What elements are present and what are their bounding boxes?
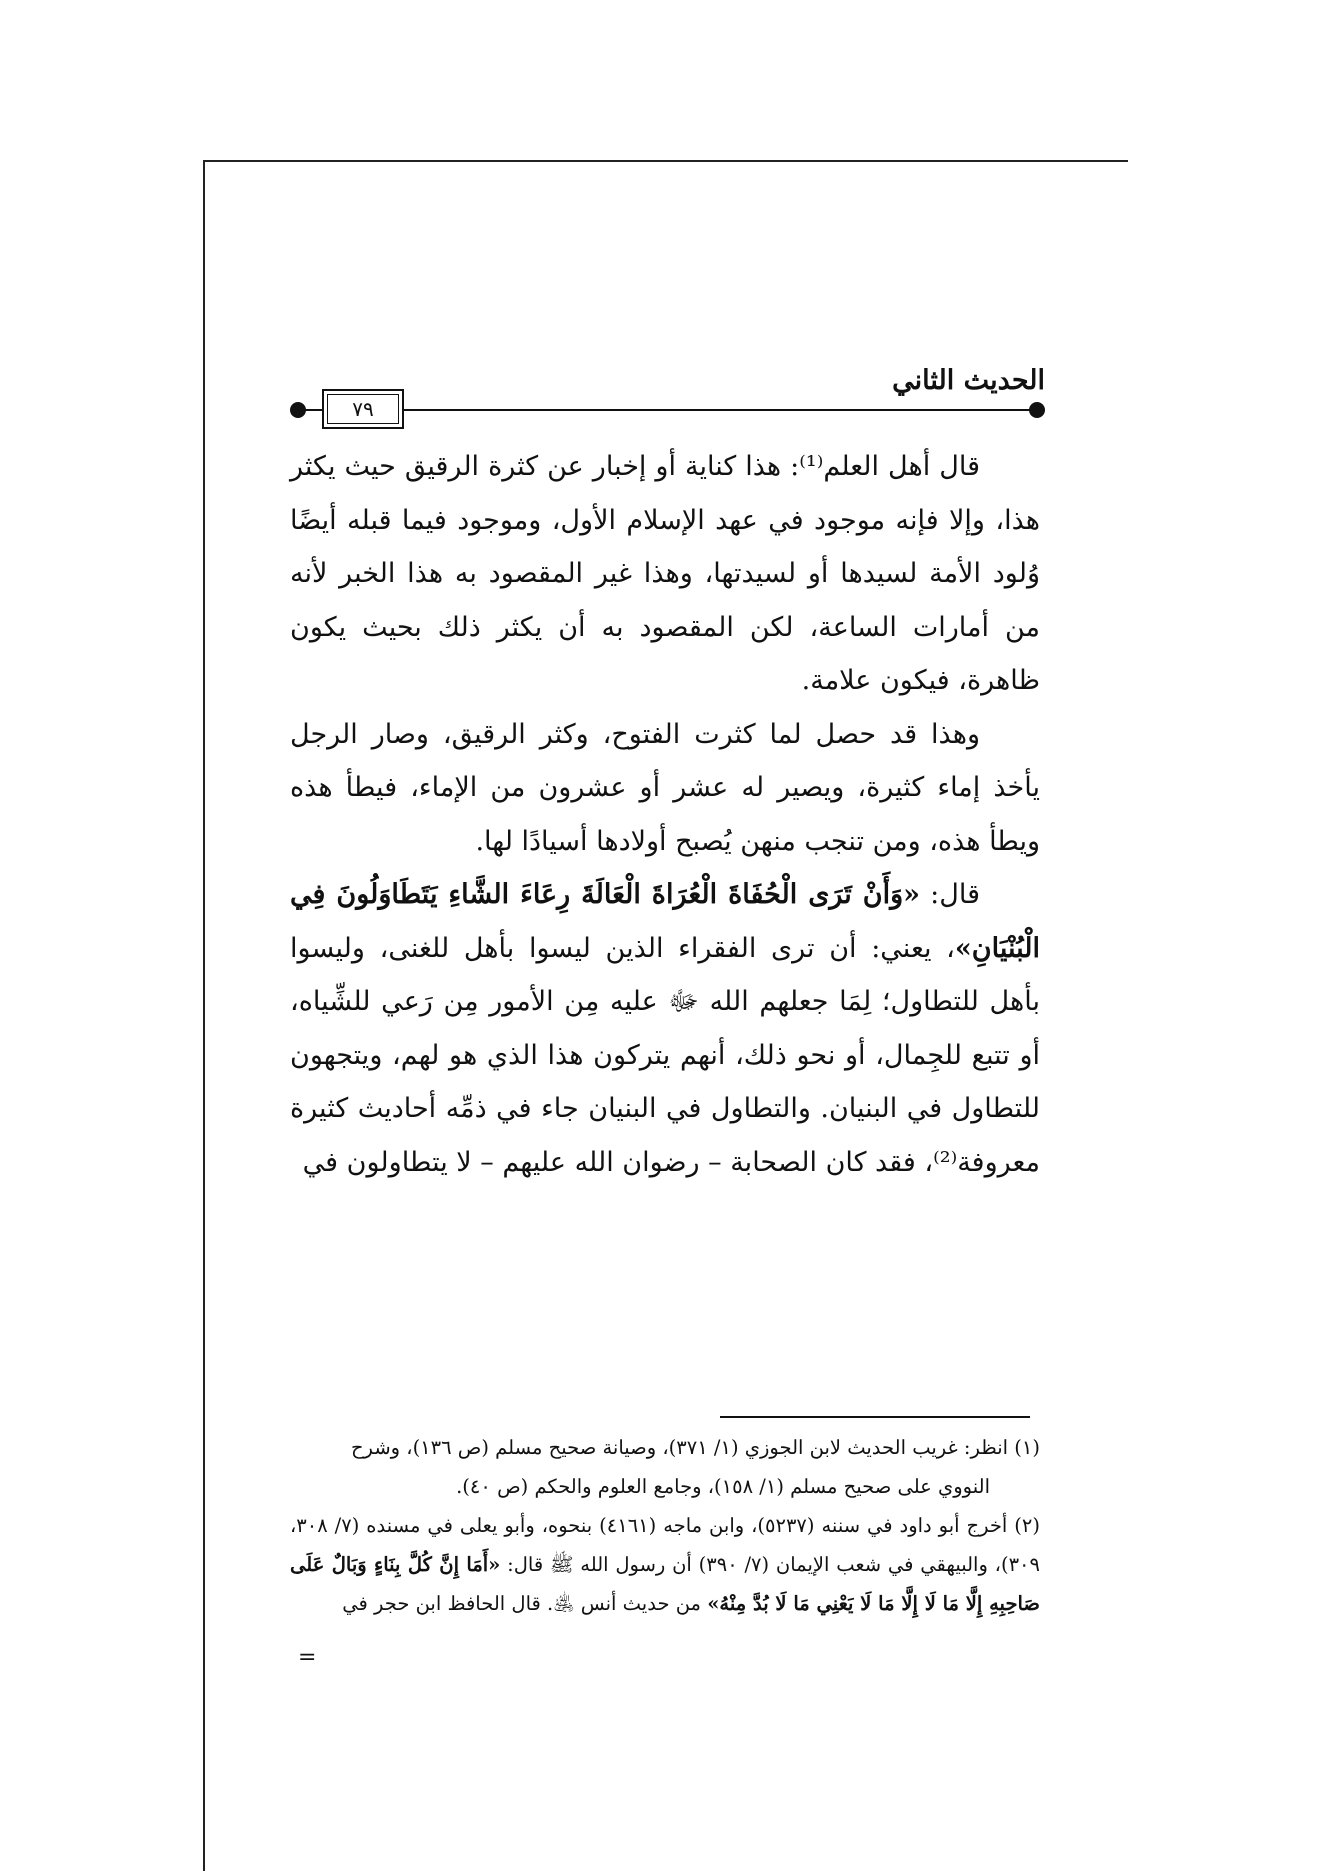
footnote-1-line-2: النووي على صحيح مسلم (١/ ١٥٨)، وجامع العلوم والحكم (ص ٤٠). (456, 1475, 990, 1498)
footnote-2-tail: من حديث أنس ﵁. قال الحافظ ابن حجر في (342, 1592, 708, 1615)
crop-mark-top (203, 160, 1128, 162)
paragraph-1: قال أهل العلم⁽¹⁾: هذا كناية أو إخبار عن كثرة الرقيق حيث يكثر هذا، وإلا فإنه موجود في عهد الإسلام الأول، وموجود فيما قبله أيضًا وُلود الأمة لسيدها أو لسيدتها، وهذا غير المقصود به هذا الخبر لأنه من أمارات الساعة، لكن المقصود به أن يكثر ذلك بحيث يكون ظاهرة، فيكون علامة. (290, 451, 1040, 696)
crop-mark-left (203, 160, 205, 1871)
main-text (290, 440, 1040, 1189)
footnote-2-text: (٢) أخرج أبو داود في سننه (٥٢٣٧)، وابن ماجه (٤١٦١) بنحوه، وأبو يعلى في مسنده (٧/ ٣٠٨، ٣٠٩)، والبيهقي في شعب الإيمان (٧/ ٣٩٠) أن رسول الله ﷺ قال: (290, 1514, 1040, 1576)
page-header (290, 365, 1045, 425)
footnotes (290, 1428, 1040, 1623)
header-rule (300, 409, 1035, 411)
page-number: ٧٩ (322, 389, 404, 429)
footnote-1-line-1: (١) انظر: غريب الحديث لابن الجوزي (١/ ٣٧١)، وصيانة صحيح مسلم (ص ١٣٦)، وشرح (350, 1436, 1040, 1459)
header-ornament-dot-right (1029, 402, 1045, 418)
footnote-2 (290, 1506, 1040, 1623)
paragraph-3-rest: ، يعني: أن ترى الفقراء الذين ليسوا بأهل للغنى، وليسوا بأهل للتطاول؛ لِمَا جعلهم الله ﷻ عليه مِن الأمور مِن رَعي للشِّياه، أو تتبع للجِمال، أو نحو ذلك، أنهم يتركون هذا الذي هو لهم، ويتجهون للتطاول في البنيان. والتطاول في البنيان جاء في ذمِّه أحاديث كثيرة معروفة⁽²⁾، فقد كان الصحابة – رضوان الله عليهم – لا يتطاولون في (290, 932, 1040, 1178)
paragraph-2: وهذا قد حصل لما كثرت الفتوح، وكثر الرقيق، وصار الرجل يأخذ إماء كثيرة، ويصير له عشر أو عشرون من الإماء، فيطأ هذه ويطأ هذه، ومن تنجب منهن يُصبح أولادها أسيادًا لها. (290, 718, 1040, 857)
footnote-2-quote: «أَمَا إِنَّ كُلَّ بِنَاءٍ وَبَالٌ عَلَى صَاحِبِهِ إِلَّا مَا لَا إِلَّا مَا لَا يَعْنِي مَا لَا بُدَّ مِنْهُ» (290, 1553, 1040, 1615)
paragraph-3-lead: قال: (919, 879, 980, 910)
header-ornament-dot-left (290, 402, 306, 418)
running-title: الحديث الثاني (892, 365, 1045, 396)
footnote-separator (720, 1416, 1030, 1418)
paragraph-3 (290, 868, 1040, 1189)
footnote-continuation-marker: = (298, 1645, 317, 1670)
hadith-quote: «وَأَنْ تَرَى الْحُفَاةَ الْعُرَاةَ الْعَالَةَ رِعَاءَ الشَّاءِ يَتَطَاوَلُونَ فِي الْبُنْيَانِ» (290, 879, 1040, 964)
